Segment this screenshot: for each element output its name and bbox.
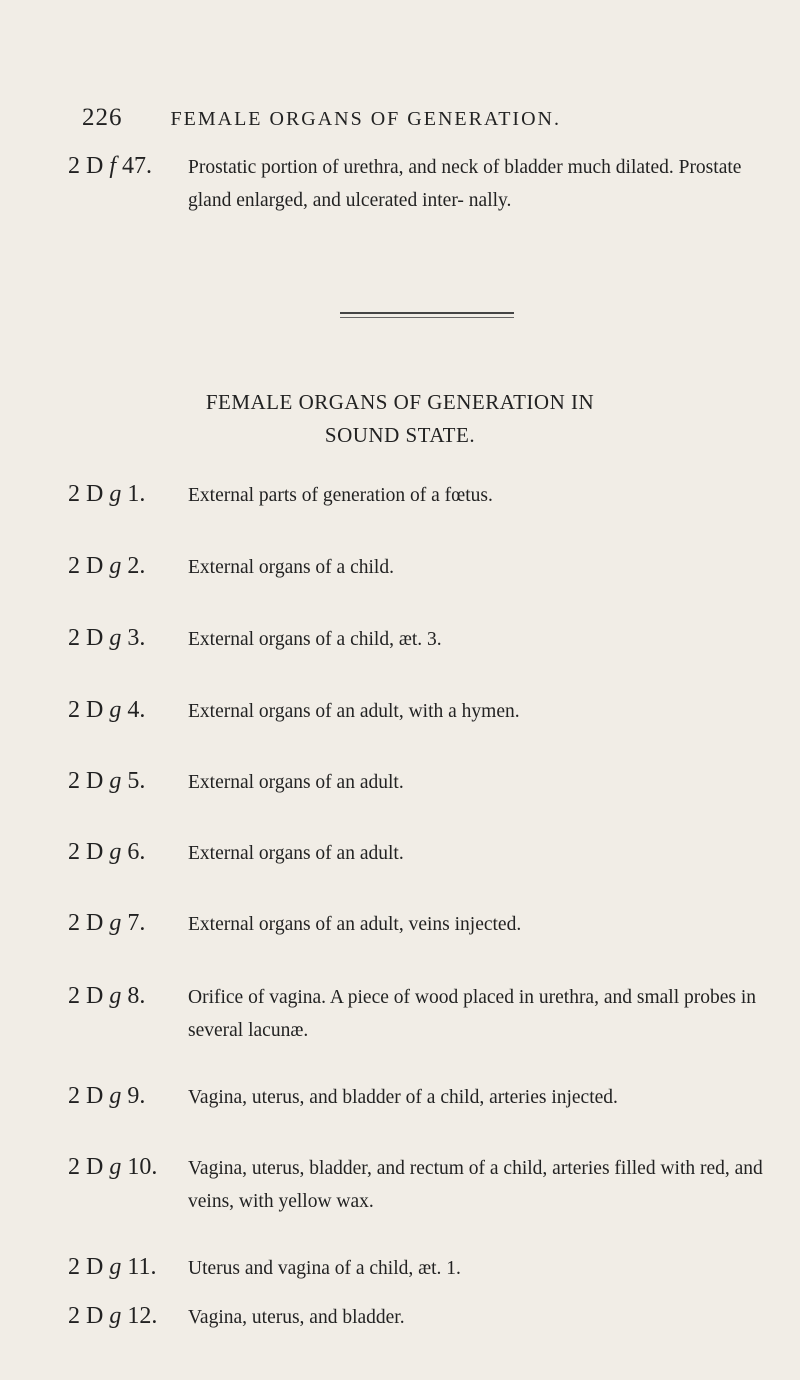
entry-code: 2 D g 3. [68,625,146,651]
catalogue-entry [68,1300,768,1334]
entry-description: Vagina, uterus, and bladder of a child, arteries injected. [188,1087,618,1108]
section-title [0,386,800,452]
entry-description: Uterus and vagina of a child, æt. 1. [188,1258,461,1279]
catalogue-entry [68,1151,768,1218]
entry-description: Orifice of vagina. A piece of wood placed in urethra, and small probes in several lacunæ. [188,987,757,1041]
entry-description: External parts of generation of a fœtus. [188,485,493,506]
catalogue-entry [68,907,768,941]
entry-code: 2 D g 8. [68,983,146,1009]
catalogue-entry [68,550,768,584]
section-divider-thin [340,317,514,318]
catalogue-entry [68,836,768,870]
entry-code: 2 D f 47. [68,153,153,179]
catalogue-entry [68,765,768,799]
page-header [82,104,762,132]
entry-code: 2 D g 11. [68,1254,157,1280]
catalogue-entry [68,980,768,1047]
entry-code: 2 D g 1. [68,481,146,507]
page-number: 226 [82,104,123,131]
entry-code: 2 D g 10. [68,1154,158,1180]
section-title-line2: SOUND STATE. [324,423,476,447]
entry-code: 2 D g 4. [68,697,146,723]
entry-description: External organs of a child, æt. 3. [188,629,442,650]
entry-code: 2 D g 2. [68,553,146,579]
entry-code: 2 D g 12. [68,1303,158,1329]
catalogue-entry [68,1251,768,1285]
entry-description: Prostatic portion of urethra, and neck of bladder much dilated. Prostate gland enlarged, and ulcerated inter- nally. [188,157,742,211]
entry-code: 2 D g 9. [68,1083,146,1109]
entry-description: External organs of an adult, with a hymen. [188,701,520,722]
running-head: FEMALE ORGANS OF GENERATION. [170,108,561,130]
entry-code: 2 D g 7. [68,910,146,936]
section-divider [340,312,514,314]
catalogue-entry [68,694,768,728]
entry-description: External organs of a child. [188,557,394,578]
entry-description: Vagina, uterus, bladder, and rectum of a child, arteries filled with red, and veins, with yellow wax. [188,1158,763,1212]
entry-description: Vagina, uterus, and bladder. [188,1307,405,1328]
catalogue-entry [68,622,768,656]
catalogue-entry [68,478,768,512]
entry-code: 2 D g 5. [68,768,146,794]
entry-description: External organs of an adult. [188,843,404,864]
section-title-line1: FEMALE ORGANS OF GENERATION IN [205,390,595,414]
catalogue-entry [68,1080,768,1114]
entry-description: External organs of an adult, veins injected. [188,914,522,935]
entry-description: External organs of an adult. [188,772,404,793]
catalogue-entry [68,150,768,217]
entry-code: 2 D g 6. [68,839,146,865]
